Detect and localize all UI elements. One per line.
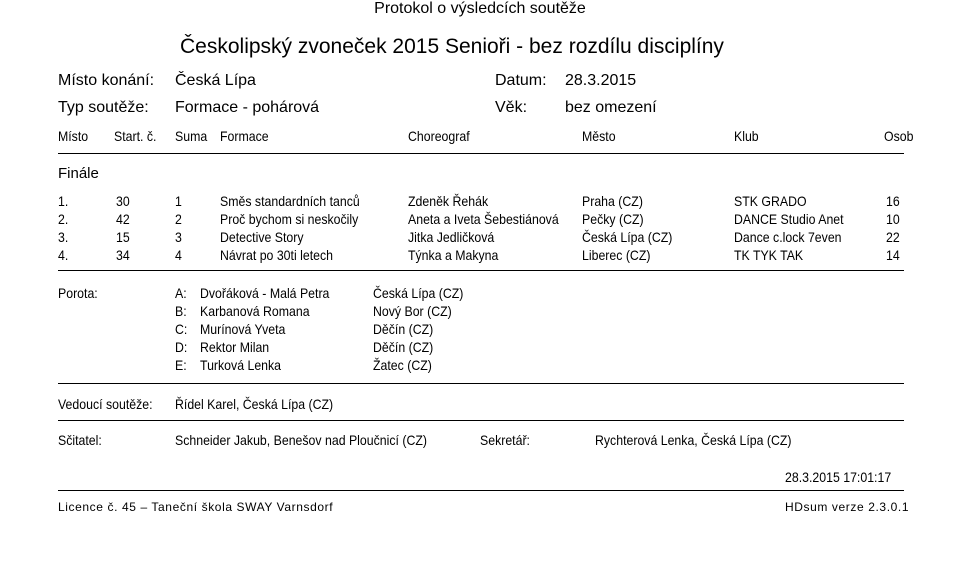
row-start: 34 — [116, 247, 130, 263]
header-divider — [58, 153, 904, 154]
footer-license: Licence č. 45 – Taneční škola SWAY Varnsdorf — [58, 500, 334, 514]
col-sum: Suma — [175, 128, 208, 144]
secretary-label: Sekretář: — [480, 432, 530, 448]
row-start: 42 — [116, 211, 130, 227]
footer-divider — [58, 490, 904, 491]
row-club: TK TYK TAK — [734, 247, 804, 263]
row-sum: 2 — [175, 211, 182, 227]
jury-name: Rektor Milan — [200, 339, 270, 355]
col-choreographer: Choreograf — [408, 128, 470, 144]
leader-label: Vedoucí soutěže: — [58, 396, 153, 412]
row-formation: Detective Story — [220, 229, 304, 245]
jury-letter: D: — [175, 339, 188, 355]
venue-label: Místo konání: — [58, 72, 155, 89]
row-city: Praha (CZ) — [582, 193, 643, 209]
jury-name: Murínová Yveta — [200, 321, 286, 337]
row-city: Česká Lípa (CZ) — [582, 229, 673, 245]
leader-divider — [58, 420, 904, 421]
event-title: Českolipský zvoneček 2015 Senioři - bez rozdílu disciplíny — [180, 35, 724, 58]
row-sum: 3 — [175, 229, 182, 245]
jury-divider — [58, 383, 904, 384]
timestamp: 28.3.2015 17:01:17 — [785, 469, 892, 485]
row-club: DANCE Studio Anet — [734, 211, 844, 227]
row-sum: 1 — [175, 193, 182, 209]
row-formation: Směs standardních tanců — [220, 193, 360, 209]
row-club: Dance c.lock 7even — [734, 229, 842, 245]
jury-letter: B: — [175, 303, 187, 319]
col-city: Město — [582, 128, 616, 144]
row-formation: Proč bychom si neskočily — [220, 211, 359, 227]
protocol-title: Protokol o výsledcích soutěže — [374, 0, 586, 17]
type-value: Formace - pohárová — [175, 99, 320, 116]
jury-city: Děčín (CZ) — [373, 321, 434, 337]
col-place: Místo — [58, 128, 89, 144]
jury-name: Karbanová Romana — [200, 303, 310, 319]
row-place: 1. — [58, 193, 69, 209]
row-city: Pečky (CZ) — [582, 211, 644, 227]
jury-name: Dvořáková - Malá Petra — [200, 285, 330, 301]
col-club: Klub — [734, 128, 759, 144]
type-label: Typ soutěže: — [58, 99, 149, 116]
row-club: STK GRADO — [734, 193, 807, 209]
col-formation: Formace — [220, 128, 269, 144]
row-city: Liberec (CZ) — [582, 247, 651, 263]
jury-city: Děčín (CZ) — [373, 339, 434, 355]
venue-value: Česká Lípa — [175, 72, 256, 89]
row-sum: 4 — [175, 247, 182, 263]
jury-label: Porota: — [58, 285, 98, 301]
col-start: Start. č. — [114, 128, 157, 144]
date-label: Datum: — [495, 72, 547, 89]
jury-letter: C: — [175, 321, 188, 337]
row-choreographer: Zdeněk Řehák — [408, 193, 489, 209]
age-value: bez omezení — [565, 99, 657, 116]
row-start: 30 — [116, 193, 130, 209]
results-divider — [58, 270, 904, 271]
row-place: 2. — [58, 211, 69, 227]
date-value: 28.3.2015 — [565, 72, 637, 89]
row-choreographer: Týnka a Makyna — [408, 247, 499, 263]
col-persons: Osob — [884, 128, 914, 144]
jury-city: Nový Bor (CZ) — [373, 303, 452, 319]
row-choreographer: Aneta a Iveta Šebestiánová — [408, 211, 559, 227]
secretary-value: Rychterová Lenka, Česká Lípa (CZ) — [595, 432, 792, 448]
jury-city: Žatec (CZ) — [373, 357, 432, 373]
row-formation: Návrat po 30ti letech — [220, 247, 333, 263]
row-place: 4. — [58, 247, 69, 263]
row-persons: 22 — [886, 229, 900, 245]
section-final: Finále — [58, 165, 99, 182]
row-choreographer: Jitka Jedličková — [408, 229, 495, 245]
row-place: 3. — [58, 229, 69, 245]
jury-city: Česká Lípa (CZ) — [373, 285, 464, 301]
counter-value: Schneider Jakub, Benešov nad Ploučnicí (CZ) — [175, 432, 428, 448]
row-persons: 14 — [886, 247, 900, 263]
row-persons: 16 — [886, 193, 900, 209]
jury-letter: A: — [175, 285, 187, 301]
row-persons: 10 — [886, 211, 900, 227]
jury-letter: E: — [175, 357, 187, 373]
counter-label: Sčitatel: — [58, 432, 102, 448]
jury-name: Turková Lenka — [200, 357, 282, 373]
leader-value: Řídel Karel, Česká Lípa (CZ) — [175, 396, 334, 412]
row-start: 15 — [116, 229, 130, 245]
footer-version: HDsum verze 2.3.0.1 — [785, 500, 910, 514]
age-label: Věk: — [495, 99, 528, 116]
